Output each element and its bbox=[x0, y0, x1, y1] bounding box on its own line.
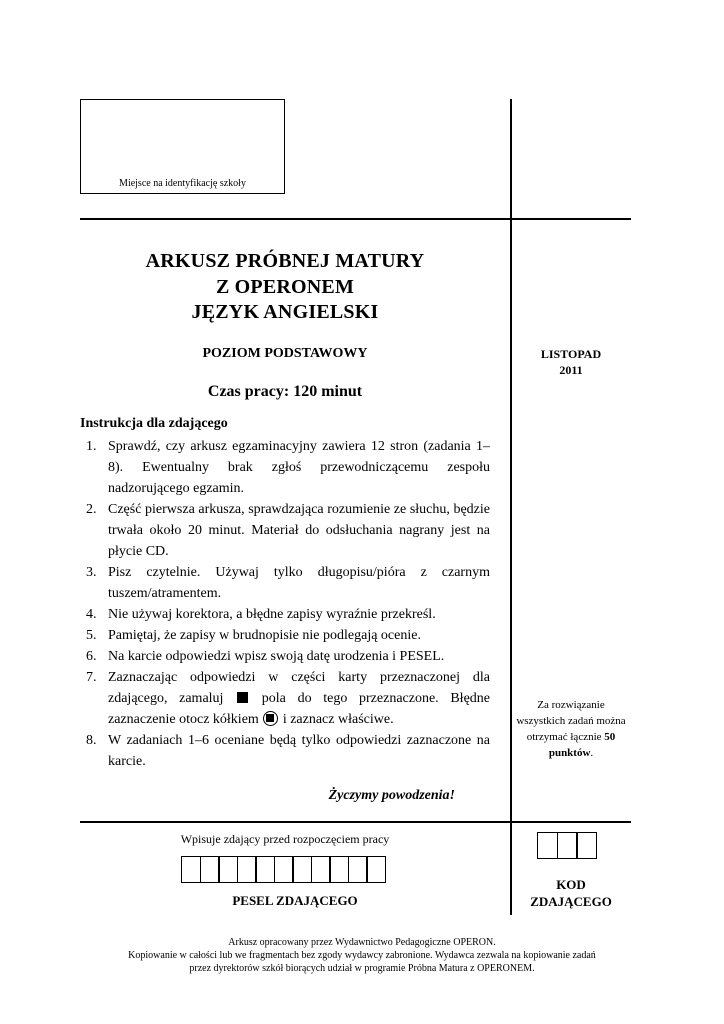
school-id-label: Miejsce na identyfikację szkoły bbox=[119, 178, 246, 189]
top-divider bbox=[80, 218, 631, 220]
vertical-divider bbox=[510, 99, 512, 915]
pesel-digit-box[interactable] bbox=[181, 856, 201, 883]
instruction-item: 2. Część pierwsza arkusza, sprawdzająca rozumienie ze słuchu, będzie trwała około 20 minut. Materiał do odsłuchania nagrany jest na płycie CD. bbox=[86, 502, 490, 559]
footer-line-1: Arkusz opracowany przez Wydawnictwo Pedagogiczne OPERON. bbox=[228, 937, 496, 948]
pesel-digit-box[interactable] bbox=[366, 856, 386, 883]
pesel-digit-box[interactable] bbox=[255, 856, 275, 883]
instruction-item: 8. W zadaniach 1–6 oceniane będą tylko odpowiedzi zaznaczone na karcie. bbox=[86, 733, 490, 769]
instructions-list bbox=[82, 436, 490, 772]
pesel-input-boxes[interactable] bbox=[181, 856, 385, 883]
exam-month: LISTOPAD bbox=[540, 347, 602, 361]
points-note-end: . bbox=[590, 747, 594, 759]
pesel-digit-box[interactable] bbox=[329, 856, 349, 883]
code-label-line-2: ZDAJĄCEGO bbox=[530, 894, 612, 909]
exam-level: POZIOM PODSTAWOWY bbox=[202, 346, 368, 361]
code-label-line-1: KOD bbox=[556, 877, 586, 892]
instruction-item: 7. Zaznaczając odpowiedzi w części karty przeznaczonej dla zdającego, zamaluj pola do tego przeznaczone. Błędne zaznaczenie otocz kółkiem i zaznacz właściwe. bbox=[86, 670, 490, 727]
exam-time: Czas pracy: 120 minut bbox=[207, 383, 363, 400]
points-note bbox=[512, 697, 630, 761]
pesel-caption: Wpisuje zdający przed rozpoczęciem pracy bbox=[180, 832, 390, 846]
footer-line-2: Kopiowanie w całości lub we fragmentach bez zgody wydawcy zabronione. Wydawca zezwala na kopiowanie zadań bbox=[128, 950, 596, 961]
title-line-1: ARKUSZ PRÓBNEJ MATURY bbox=[145, 250, 425, 272]
candidate-code-label bbox=[512, 876, 630, 910]
pesel-digit-box[interactable] bbox=[311, 856, 331, 883]
instruction-item: 6. Na karcie odpowiedzi wpisz swoją datę urodzenia i PESEL. bbox=[86, 649, 445, 664]
filled-square-icon bbox=[237, 692, 248, 703]
instruction-item: 1. Sprawdź, czy arkusz egzaminacyjny zawiera 12 stron (zadania 1–8). Ewentualny brak zgłoś przewodniczącemu zespołu nadzorującego egzamin. bbox=[86, 439, 490, 496]
candidate-code-boxes[interactable] bbox=[537, 832, 596, 859]
bottom-divider bbox=[80, 821, 631, 823]
instruction-item: 3. Pisz czytelnie. Używaj tylko długopisu/pióra z czarnym tuszem/atramentem. bbox=[86, 565, 490, 601]
instruction-item: 4. Nie używaj korektora, a błędne zapisy wyraźnie przekreśl. bbox=[86, 607, 436, 622]
publisher-footer bbox=[60, 936, 664, 975]
pesel-digit-box[interactable] bbox=[348, 856, 368, 883]
pesel-digit-box[interactable] bbox=[200, 856, 220, 883]
instruction-item: 5. Pamiętaj, że zapisy w brudnopisie nie podlegają ocenie. bbox=[86, 628, 421, 643]
pesel-digit-box[interactable] bbox=[218, 856, 238, 883]
title-line-2: Z OPERONEM bbox=[215, 276, 355, 298]
pesel-digit-box[interactable] bbox=[237, 856, 257, 883]
exam-date bbox=[512, 346, 630, 378]
circled-square-icon bbox=[263, 711, 278, 726]
code-digit-box[interactable] bbox=[576, 832, 597, 859]
pesel-digit-box[interactable] bbox=[292, 856, 312, 883]
points-total: 50 punktów bbox=[548, 731, 616, 759]
good-luck-text: Życzymy powodzenia! bbox=[328, 788, 455, 803]
points-note-text: Za rozwiązanie wszystkich zadań można otrzymać łącznie bbox=[516, 699, 626, 743]
pesel-digit-box[interactable] bbox=[274, 856, 294, 883]
pesel-label: PESEL ZDAJĄCEGO bbox=[232, 893, 358, 908]
code-digit-box[interactable] bbox=[557, 832, 578, 859]
instructions-heading: Instrukcja dla zdającego bbox=[80, 416, 228, 431]
title-line-3: JĘZYK ANGIELSKI bbox=[191, 301, 379, 323]
footer-line-3: przez dyrektorów szkół biorących udział w programie Próbna Matura z OPERONEM. bbox=[189, 963, 535, 974]
code-digit-box[interactable] bbox=[537, 832, 558, 859]
exam-year: 2011 bbox=[559, 363, 583, 377]
